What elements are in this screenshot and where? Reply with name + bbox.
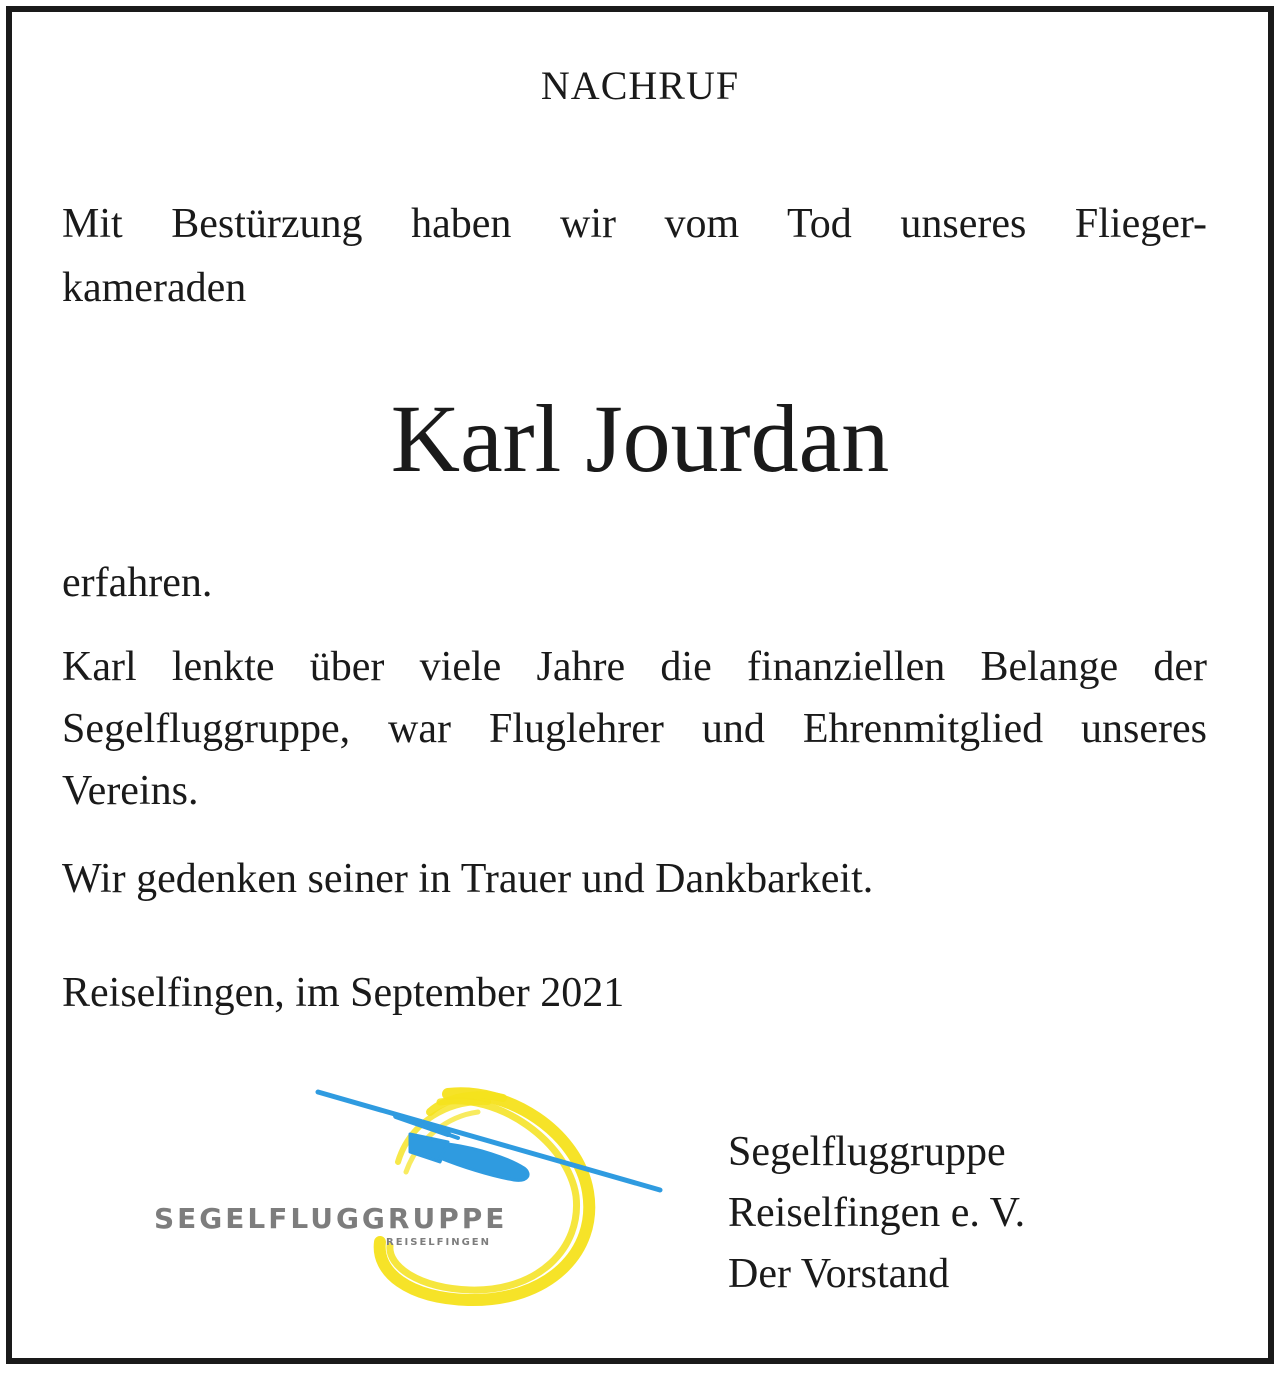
tribute-paragraph [62, 636, 1207, 822]
tribute-line-1: Karl lenkte über viele Jahre die finanziellen Belange der [62, 644, 1207, 690]
signature-line-2: Reiselfingen e. V. [728, 1190, 1026, 1236]
tribute-line-3: Vereins. [62, 768, 199, 814]
signature-line-1: Segelfluggruppe [728, 1129, 1006, 1175]
place-date: Reiselfingen, im September 2021 [62, 970, 625, 1016]
erfahren-text: erfahren. [62, 560, 213, 606]
club-logo [148, 1072, 678, 1308]
intro-paragraph [62, 192, 1207, 320]
remembrance-text: Wir gedenken seiner in Trauer und Dankbarkeit. [62, 856, 874, 902]
tribute-line-2: Segelfluggruppe, war Fluglehrer und Ehrenmitglied unseres [62, 706, 1207, 752]
signature-block [728, 1122, 1025, 1305]
deceased-name: Karl Jourdan [390, 385, 890, 492]
signature-line-3: Der Vorstand [728, 1251, 950, 1297]
logo-text-sub: REISELFINGEN [386, 1237, 491, 1248]
intro-line-1: Mit Bestürzung haben wir vom Tod unseres Flieger- [62, 201, 1207, 247]
glider-ring-logo-icon [148, 1072, 678, 1308]
obituary-heading: NACHRUF [540, 63, 740, 108]
logo-text-main: SEGELFLUGGRUPPE [154, 1202, 508, 1235]
intro-line-2: kameraden [62, 265, 247, 311]
